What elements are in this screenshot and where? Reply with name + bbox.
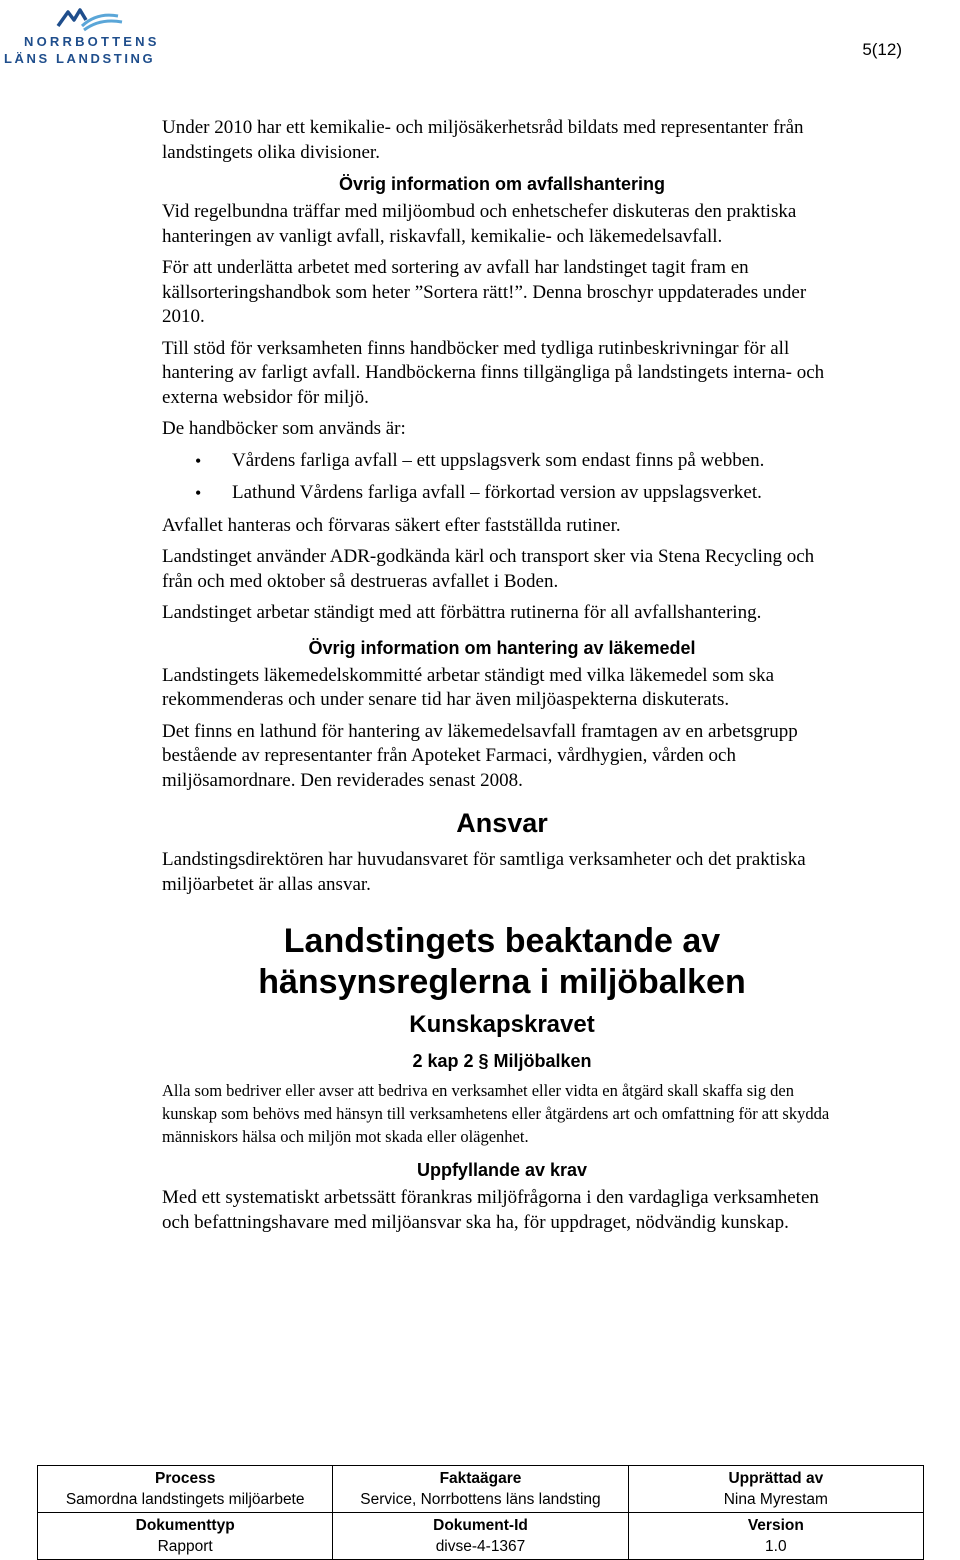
footer-cell-author	[628, 1466, 923, 1513]
footer-label: Upprättad av	[728, 1470, 824, 1487]
footer-value: Service, Norrbottens läns landsting	[360, 1491, 601, 1508]
paragraph: Till stöd för verksamheten finns handböcker med tydliga rutinbeskrivningar för all hantering av farligt avfall. Handböckerna finns tillgängliga på landstingets interna- och externa websidor för miljö.	[162, 337, 825, 408]
footer-cell-process	[38, 1466, 333, 1513]
list-item: • Vårdens farliga avfall – ett uppslagsverk som endast finns på webben.	[232, 449, 842, 474]
footer-cell-docid	[333, 1513, 628, 1560]
document-info-table	[37, 1465, 924, 1560]
paragraph: Vid regelbundna träffar med miljöombud och enhetschefer diskuteras den praktiska hanteringen av vanligt avfall, riskavfall, kemikalie- och läkemedelsavfall.	[162, 201, 797, 247]
main-content	[162, 116, 842, 1242]
paragraph: Under 2010 har ett kemikalie- och miljösäkerhetsråd bildats med representanter från landstingets olika divisioner.	[162, 117, 804, 163]
footer-label: Version	[747, 1517, 804, 1534]
logo-text-line2: LÄNS LANDSTING	[4, 51, 156, 66]
paragraph: För att underlätta arbetet med sortering av avfall har landstinget tagit fram en källsorteringshandbok som heter ”Sortera rätt!”. Denna broschyr uppdaterades under 2010.	[162, 257, 807, 327]
logo-wave-icon	[52, 6, 124, 32]
heading-uppfyllande: Uppfyllande av krav	[416, 1160, 588, 1180]
paragraph: Avfallet hanteras och förvaras säkert efter fastställda rutiner.	[162, 514, 621, 536]
footer-value: Nina Myrestam	[723, 1491, 828, 1508]
footer-label: Dokumenttyp	[135, 1517, 235, 1534]
heading-ansvar: Ansvar	[456, 808, 548, 838]
paragraph: Det finns en lathund för hantering av läkemedelsavfall framtagen av en arbetsgrupp bestående av representanter från Apoteket Farmaci, vårdhygien, vården och miljösamordnare. Den reviderades senast 2008.	[162, 720, 798, 791]
law-quote: Alla som bedriver eller avser att bedriva en verksamhet eller vidta en åtgärd skall skaffa sig den kunskap som behövs med hänsyn till verksamhetens eller åtgärdens art och omfattning för att skydda människors hälsa och miljön mot skada eller olägenhet.	[162, 1081, 830, 1146]
paragraph: Landstingets läkemedelskommitté arbetar ständigt med vilka läkemedel som ska rekommenderas och under senare tid har även miljöaspekterna diskuterats.	[162, 664, 775, 710]
page-number: 5(12)	[862, 40, 902, 59]
footer-cell-version	[628, 1513, 923, 1560]
heading-hansynsregler: Landstingets beaktande av hänsynsreglerna i miljöbalken	[258, 922, 746, 1001]
footer-value: Samordna landstingets miljöarbete	[65, 1491, 305, 1508]
footer-label: Dokument-Id	[433, 1517, 528, 1534]
footer-label: Process	[155, 1470, 216, 1487]
heading-lakemedel: Övrig information om hantering av läkemedel	[308, 637, 696, 658]
handbook-list	[162, 449, 842, 506]
heading-avfall: Övrig information om avfallshantering	[338, 174, 666, 194]
paragraph: De handböcker som används är:	[162, 418, 406, 439]
footer-cell-owner	[333, 1466, 628, 1513]
logo-text-line1: NORRBOTTENS	[24, 34, 160, 49]
heading-kapitel: 2 kap 2 § Miljöbalken	[412, 1051, 592, 1071]
paragraph: Landstingsdirektören har huvudansvaret för samtliga verksamheter och det praktiska miljöarbetet är allas ansvar.	[162, 849, 806, 895]
footer-label: Faktaägare	[439, 1470, 522, 1487]
list-item: • Lathund Vårdens farliga avfall – förkortad version av uppslagsverket.	[232, 481, 842, 506]
footer-cell-doctype	[38, 1513, 333, 1560]
footer-value: divse-4-1367	[435, 1538, 526, 1555]
footer-value: 1.0	[765, 1538, 787, 1555]
heading-kunskapskravet: Kunskapskravet	[409, 1011, 595, 1038]
footer-value: Rapport	[157, 1538, 213, 1555]
logo	[0, 0, 175, 72]
paragraph: Med ett systematiskt arbetssätt förankras miljöfrågorna i den vardagliga verksamheten och befattningshavare med miljöansvar ska ha, för uppdraget, nödvändig kunskap.	[162, 1187, 819, 1233]
paragraph: Landstinget använder ADR-godkända kärl och transport sker via Stena Recycling och från och med oktober så destrueras avfallet i Boden.	[162, 546, 815, 592]
paragraph: Landstinget arbetar ständigt med att förbättra rutinerna för all avfallshantering.	[162, 602, 762, 623]
